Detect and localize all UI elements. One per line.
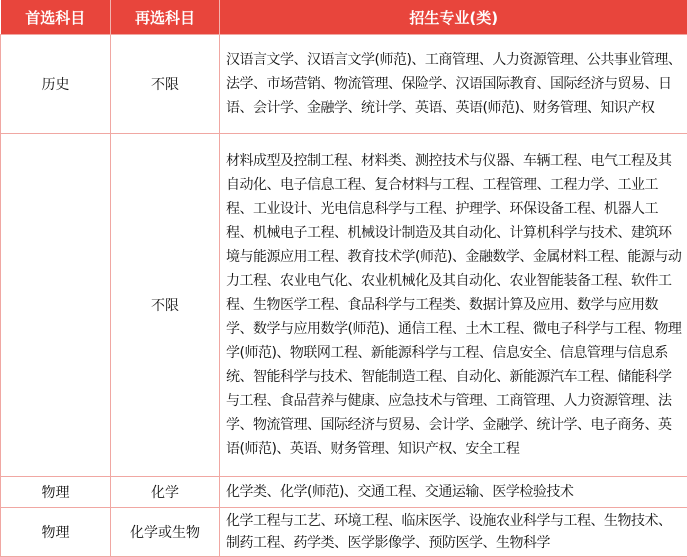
first-subject-cell bbox=[1, 134, 111, 477]
first-subject-cell: 物理 bbox=[1, 508, 111, 557]
table-row bbox=[1, 508, 687, 557]
majors-cell: 汉语言文学、汉语言文学(师范)、工商管理、人力资源管理、公共事业管理、法学、市场营销、物流管理、保险学、汉语国际教育、国际经济与贸易、日语、会计学、金融学、统计学、英语、英语(师范)、财务管理、知识产权 bbox=[220, 35, 687, 134]
first-subject-cell: 历史 bbox=[1, 35, 111, 134]
majors-cell: 化学类、化学(师范)、交通工程、交通运输、医学检验技术 bbox=[220, 477, 687, 508]
first-subject-cell: 物理 bbox=[1, 477, 111, 508]
second-subject-cell: 不限 bbox=[111, 134, 220, 477]
second-subject-cell: 不限 bbox=[111, 35, 220, 134]
table-row bbox=[1, 35, 687, 134]
second-subject-cell: 化学或生物 bbox=[111, 508, 220, 557]
table-row bbox=[1, 134, 687, 477]
table-row bbox=[1, 477, 687, 508]
table-header-row bbox=[1, 0, 687, 35]
header-second-subject: 再选科目 bbox=[111, 0, 220, 35]
majors-cell: 材料成型及控制工程、材料类、测控技术与仪器、车辆工程、电气工程及其自动化、电子信息工程、复合材料与工程、工程管理、工程力学、工业工程、工业设计、光电信息科学与工程、护理学、环保设备工程、机器人工程、机械电子工程、机械设计制造及其自动化、计算机科学与技术、建筑环境与能源应用工程、教育技术学(师范)、金融数学、金属材料工程、能源与动力工程、农业电气化、农业机械化及其自动化、农业智能装备工程、软件工程、生物医学工程、食品科学与工程类、数据计算及应用、数学与应用数学、数学与应用数学(师范)、通信工程、土木工程、微电子科学与工程、物理学(师范)、物联网工程、新能源科学与工程、信息安全、信息管理与信息系统、智能科学与技术、智能制造工程、自动化、新能源汽车工程、储能科学与工程、食品营养与健康、应急技术与管理、工商管理、人力资源管理、法学、物流管理、国际经济与贸易、会计学、金融学、统计学、电子商务、英语(师范)、英语、财务管理、知识产权、安全工程 bbox=[220, 134, 687, 477]
header-majors: 招生专业(类) bbox=[220, 0, 687, 35]
majors-cell: 化学工程与工艺、环境工程、临床医学、设施农业科学与工程、生物技术、制药工程、药学类、医学影像学、预防医学、生物科学 bbox=[220, 508, 687, 557]
header-first-subject: 首选科目 bbox=[1, 0, 111, 35]
second-subject-cell: 化学 bbox=[111, 477, 220, 508]
